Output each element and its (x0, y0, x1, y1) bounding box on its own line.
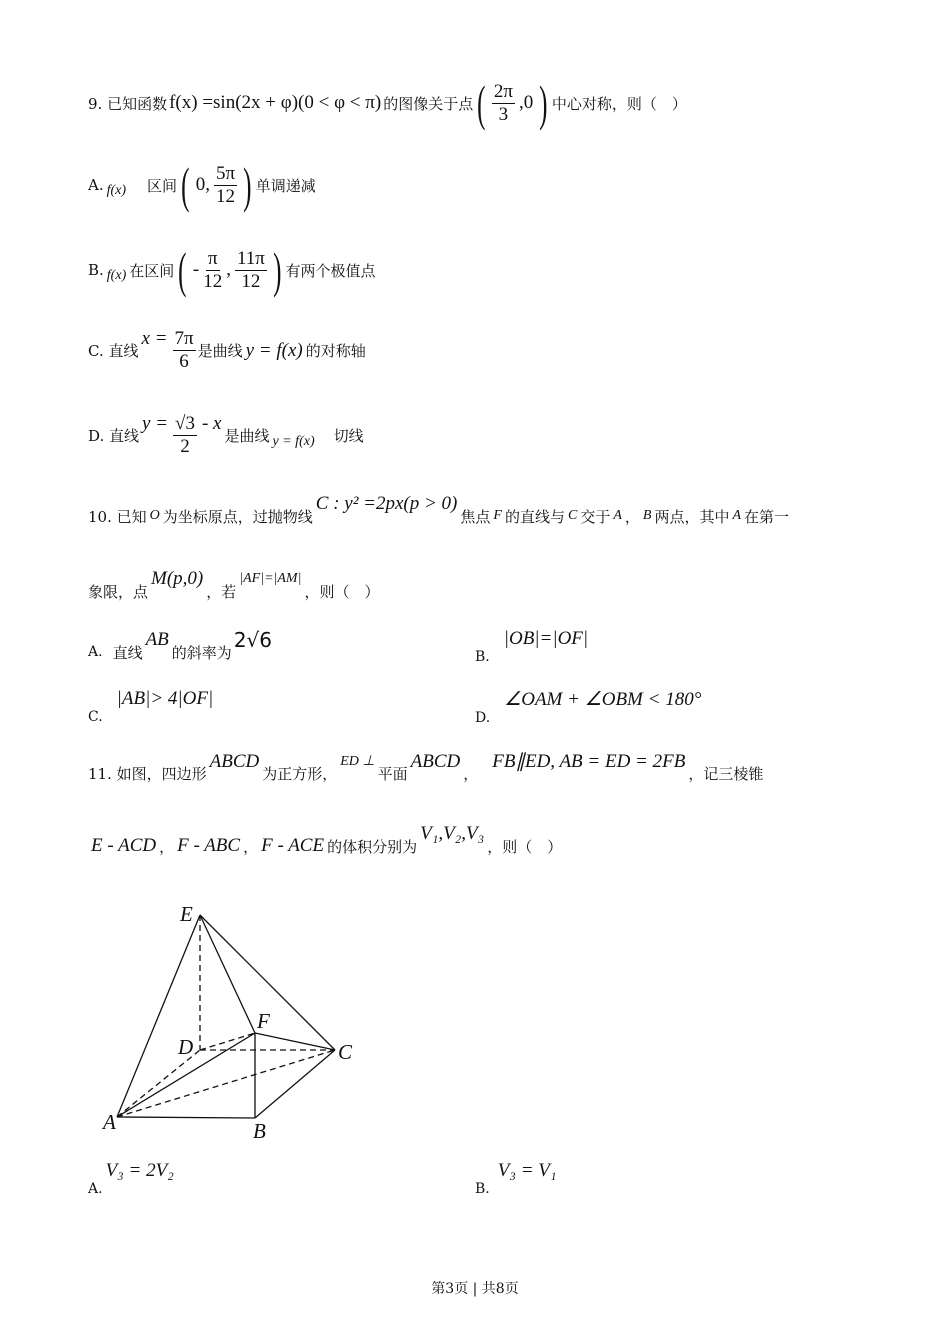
label-b: B (253, 1119, 266, 1143)
text: 在第一 (744, 507, 790, 526)
text: ， (243, 837, 259, 856)
text: 在区间 (129, 261, 175, 280)
paren-left: ( (178, 242, 187, 298)
edge-ac (117, 1050, 335, 1117)
math: 0, (195, 174, 210, 195)
math: V₃ = V₁ (497, 1160, 557, 1181)
text: 的直线与 (504, 507, 565, 526)
label: D. 直线 (88, 427, 140, 445)
math: E - ACD (91, 835, 157, 856)
label: B. (88, 261, 104, 279)
math: y = (142, 412, 169, 434)
math: |AB|> 4|OF| (116, 688, 214, 709)
text: 是曲线 (224, 427, 270, 445)
text: 焦点 (460, 507, 491, 526)
paren-left: ( (181, 157, 190, 213)
text: ， (624, 507, 640, 526)
text: 象限，点 (88, 582, 149, 601)
math: y = f(x) (245, 339, 303, 361)
math: C (567, 508, 578, 523)
text: 为坐标原点，过抛物线 (162, 507, 313, 526)
math: - (192, 259, 200, 280)
math: F (493, 508, 502, 523)
fraction: $\frac{5\pi}{12}$ (215, 162, 236, 207)
label-e: E (180, 902, 193, 926)
math: F - ACE (261, 835, 325, 856)
math: |AF|=|AM| (239, 571, 302, 586)
text: 是曲线 (197, 342, 243, 360)
q11-option-a (88, 1160, 177, 1197)
math: FB∥ED, AB = ED = 2FB (492, 751, 686, 772)
label: B. (475, 649, 490, 665)
text: 为正方形， (262, 765, 338, 783)
text: 10. 已知 (88, 507, 147, 526)
label-a: A (103, 1110, 116, 1134)
text: 9. 已知函数 (88, 94, 168, 113)
text: 11. 如图，四边形 (88, 765, 207, 783)
edge-ad (117, 1050, 200, 1117)
math: V₃ = 2V₂ (105, 1160, 174, 1181)
fraction: $\frac{7\pi}{6}$ (174, 328, 194, 372)
paren-right: ) (273, 242, 282, 298)
text: 的体积分别为 (327, 837, 418, 856)
edge-df (200, 1033, 255, 1050)
label-c: C (338, 1040, 353, 1064)
math: 2√6 (233, 628, 273, 652)
text: ， (159, 837, 175, 856)
paren-right: ) (539, 75, 548, 131)
label: B. (475, 1181, 490, 1197)
page-footer: 第3页 | 共8页 (431, 1281, 519, 1297)
label: A. (88, 644, 103, 660)
math: A (613, 508, 622, 523)
math: |OB|=|OF| (503, 628, 589, 649)
math: y = f(x) (272, 433, 315, 449)
text: 有两个极值点 (285, 261, 376, 280)
math-parabola: C : y² =2px(p > 0) (315, 493, 458, 514)
edge-ef (200, 915, 255, 1033)
math: ∠OAM + ∠OBM < 180° (504, 689, 702, 710)
text: 两点，其中 (654, 507, 730, 526)
edge-fc (255, 1033, 335, 1050)
paren-left: ( (477, 75, 486, 131)
text: ，则（ ） (304, 582, 380, 601)
text: ，则（ ） (487, 837, 563, 856)
edge-bc (255, 1050, 335, 1118)
text: 交于 (580, 507, 611, 526)
math: ,0 (518, 92, 534, 113)
math: x = (141, 327, 168, 349)
text: 的斜率为 (171, 643, 232, 662)
fraction: $\frac{\pi}{12}$ (203, 247, 223, 292)
q11-option-b (475, 1160, 560, 1197)
label: C. (88, 709, 103, 725)
math: A (732, 508, 742, 523)
math: f(x) (106, 183, 127, 198)
label: A. (88, 1181, 103, 1197)
math: B (642, 508, 652, 523)
math: O (149, 508, 160, 523)
text: ， (463, 765, 479, 783)
math: F - ABC (177, 835, 241, 856)
text: 中心对称，则（ ） (551, 94, 687, 113)
text: 平面 (377, 765, 408, 783)
math: f(x) (106, 268, 127, 283)
text: ，记三棱锥 (688, 765, 764, 783)
text: 的对称轴 (305, 342, 366, 360)
math: V₁,V₂,V₃ (420, 823, 485, 844)
text: 切线 (333, 427, 364, 445)
math: ABCD (209, 750, 260, 772)
math: - x (201, 412, 222, 434)
label-d: D (178, 1035, 194, 1059)
text: 的图像关于点 (383, 94, 474, 113)
text: 区间 (147, 176, 178, 195)
edge-ab (117, 1117, 255, 1118)
math: , (226, 259, 231, 280)
fraction: $\frac{2\pi}{3}$ (493, 80, 513, 125)
label-f: F (257, 1009, 270, 1033)
fraction: $\frac{11\pi}{12}$ (236, 247, 265, 292)
math: AB (145, 629, 169, 650)
text: 直线 (112, 643, 143, 662)
label: C. 直线 (88, 342, 139, 360)
math: M(p,0) (151, 568, 204, 589)
paren-right: ) (243, 157, 252, 213)
label: A. (88, 176, 104, 194)
text: 单调递减 (255, 176, 316, 195)
fraction: $\frac{√3}{2}$ (175, 413, 195, 457)
text: ，若 (206, 582, 237, 601)
math: ED ⊥ (340, 754, 375, 769)
math: ABCD (410, 750, 461, 772)
math-function: f(x) =sin(2x + φ)(0 < φ < π) (169, 92, 382, 113)
label: D. (475, 709, 491, 726)
edge-ea (117, 915, 200, 1117)
